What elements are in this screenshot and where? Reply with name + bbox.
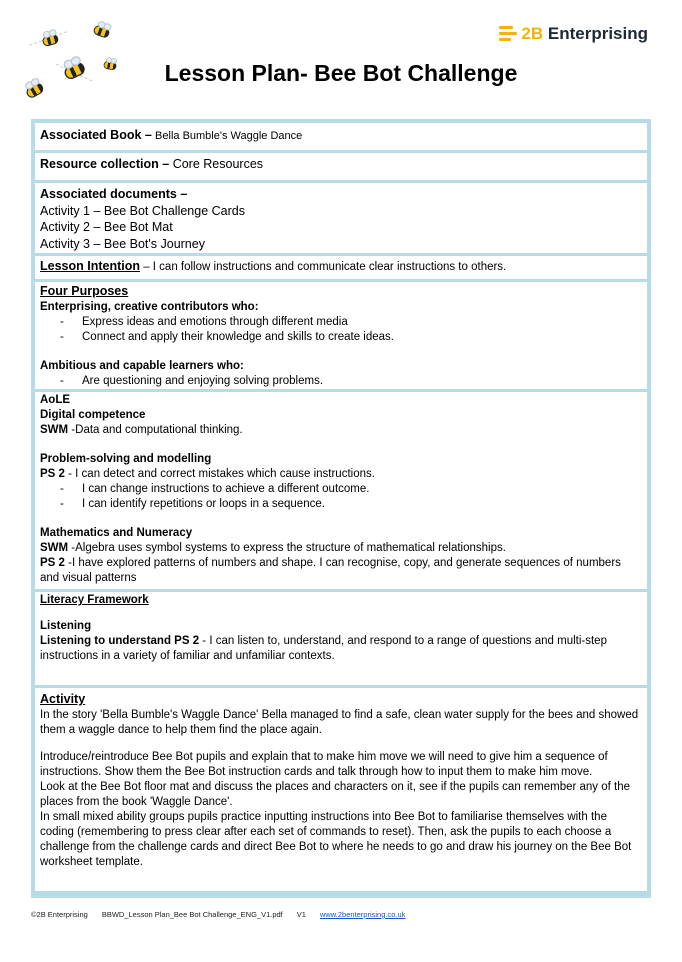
resource-collection-value: Core Resources [172,157,264,171]
resource-collection-row [35,153,647,180]
lesson-plan-table [31,119,651,898]
bee-illustration [14,10,124,105]
activity-paragraph: In small mixed ability groups pupils practice inputting instructions into Bee Bot to familiarise themselves with the coding (remembering to press clear after each set of commands to reset). Then, ask the pupils to each choose a challenge from the challenge cards and direct Bee Bot to where he needs to go and draw his journey on the Bee Bot worksheet template. [40,810,632,868]
ps2-text: - I can detect and correct mistakes which cause instructions. [64,468,375,480]
activity-heading: Activity [40,692,86,706]
ps2-text: -I have explored patterns of numbers and shape. I can recognise, copy, and generate sequences of numbers and visual patterns [40,557,621,584]
purpose-item: - Are questioning and enjoying solving problems. [40,374,642,389]
ps2-item: - I can change instructions to achieve a different outcome. [40,482,642,497]
listening-text: - I can listen to, understand, and respond to a range of questions and multi-step instructions in a variety of familiar and unfamiliar contexts. [40,635,607,662]
associated-documents-row [35,183,647,253]
swm-text: -Data and computational thinking. [68,424,243,436]
four-purposes-heading: Four Purposes [40,284,129,298]
associated-documents-label: Associated documents – [40,187,188,201]
literacy-framework-heading: Literacy Framework [40,594,149,606]
footer-version: V1 [296,910,306,919]
purpose-group-title: Enterprising, creative contributors who: [40,300,259,313]
ps2-item: - I can identify repetitions or loops in a sequence. [40,497,642,512]
document-item: Activity 3 – Bee Bot's Journey [40,236,205,251]
purpose-item: - Connect and apply their knowledge and skills to create ideas. [40,330,642,345]
lesson-intention-value: – I can follow instructions and communicate clear instructions to others. [140,261,507,273]
purpose-group-title: Ambitious and capable learners who: [40,359,244,372]
associated-book-row [35,123,647,150]
bee-icon [92,21,113,39]
purpose-item: - Express ideas and emotions through different media [40,315,642,330]
logo-name: Enterprising [547,24,648,43]
problem-solving-title: Problem-solving and modelling [40,453,212,465]
ps2-code: PS 2 [40,468,65,480]
document-item: Activity 1 – Bee Bot Challenge Cards [40,203,245,218]
brand-logo [499,24,648,44]
maths-numeracy-title: Mathematics and Numeracy [40,527,193,539]
document-item: Activity 2 – Bee Bot Mat [40,220,173,234]
page-title: Lesson Plan- Bee Bot Challenge [164,60,518,86]
footer-website-link[interactable]: www.2benterprising.co.uk [319,910,406,919]
literacy-framework-row [35,592,647,685]
activity-paragraph: Introduce/reintroduce Bee Bot pupils and explain that to make him move we will need to give him a sequence of instructions. Show them the Bee Bot instruction cards and talk through how to input them to make him move. [40,750,608,778]
lesson-intention-row [35,256,647,279]
listening-code: Listening to understand PS 2 [40,635,200,647]
logo-mark-text: 2B [521,24,544,43]
associated-book-value: Bella Bumble's Waggle Dance [155,130,303,142]
lesson-intention-label: Lesson Intention [40,259,140,273]
footer-filename: BBWD_Lesson Plan_Bee Bot Challenge_ENG_V1.pdf [101,910,283,919]
bee-icon [41,30,62,47]
associated-book-label: Associated Book – [40,128,152,142]
swm-text: -Algebra uses symbol systems to express the structure of mathematical relationships. [68,542,506,554]
activity-row [35,688,647,891]
aole-row [35,392,647,589]
digital-competence-title: Digital competence [40,409,146,421]
activity-paragraph: In the story 'Bella Bumble's Waggle Dance' Bella managed to find a safe, clean water supply for the bees and showed them a waggle dance to help them find the place again. [40,708,639,736]
logo-stripes-icon [499,25,517,43]
ps2-code: PS 2 [40,557,65,569]
listening-title: Listening [40,620,92,632]
activity-paragraph: Look at the Bee Bot floor mat and discuss the places and characters on it, see if the pupils can remember any of the places from the book 'Waggle Dance'. [40,780,631,808]
swm-code: SWM [40,542,69,554]
swm-code: SWM [40,424,69,436]
four-purposes-row [35,282,647,389]
aole-heading: AoLE [40,394,71,406]
page-footer [31,910,405,919]
resource-collection-label: Resource collection – [40,157,170,171]
footer-copyright: ©2B Enterprising [31,910,88,919]
